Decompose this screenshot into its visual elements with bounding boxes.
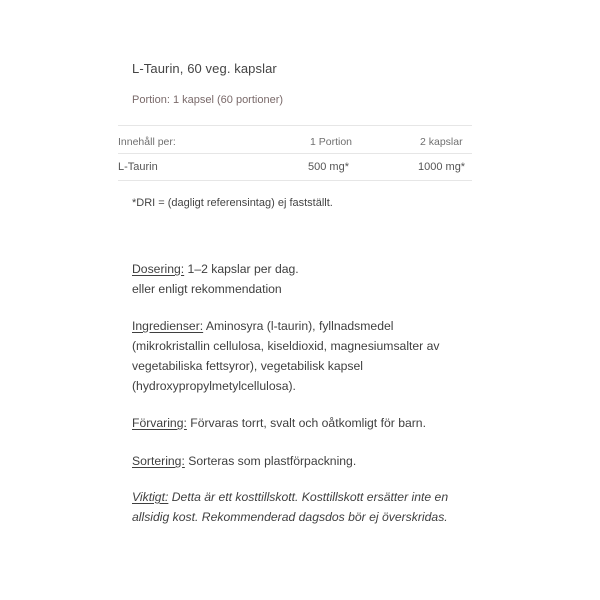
ingredienser-label: Ingredienser: — [132, 319, 204, 333]
portion-info: Portion: 1 kapsel (60 portioner) — [132, 94, 284, 106]
sortering-text: Sorteras som plastförpackning. — [184, 454, 357, 468]
forvaring-label: Förvaring: — [132, 416, 187, 430]
viktigt-text-2: allsidig kost. Rekommenderad dagsdos bör ej överskridas. — [132, 510, 448, 524]
table-row-divider — [118, 153, 472, 154]
viktigt-label: Viktigt: — [132, 490, 169, 504]
row-portion-amount: 500 mg* — [308, 161, 349, 173]
header-one-portion: 1 Portion — [310, 136, 353, 148]
row-two-capsule-amount: 1000 mg* — [418, 161, 466, 173]
header-two-capsules: 2 kapslar — [420, 136, 463, 148]
ingredienser-text-2: (mikrokristallin cellulosa, kiseldioxid, magnesiumsalter av — [132, 339, 440, 353]
header-content-per: Innehåll per: — [118, 136, 176, 148]
sortering-section — [132, 451, 482, 471]
table-top-divider — [118, 125, 472, 126]
viktigt-section — [132, 487, 492, 527]
forvaring-text: Förvaras torrt, svalt och oåtkomligt för barn. — [186, 416, 426, 430]
viktigt-text-1: Detta är ett kosttillskott. Kosttillskott ersätter inte en — [168, 490, 449, 504]
dosering-text: 1–2 kapslar per dag. — [184, 262, 299, 276]
ingredienser-text-1: Aminosyra (l-taurin), fyllnadsmedel — [203, 319, 394, 333]
ingredienser-text-3: vegetabiliska fettsyror), vegetabilisk kapsel — [132, 359, 363, 373]
ingredienser-section — [132, 316, 482, 396]
sortering-label: Sortering: — [132, 454, 185, 468]
forvaring-section — [132, 413, 482, 433]
dosering-text-2: eller enligt rekommendation — [132, 282, 282, 296]
dri-note: *DRI = (dagligt referensintag) ej fastställt. — [132, 197, 333, 209]
ingredienser-text-4: (hydroxypropylmetylcellulosa). — [132, 379, 296, 393]
product-title: L-Taurin, 60 veg. kapslar — [132, 61, 277, 76]
table-bottom-divider — [118, 180, 472, 181]
dosering-label: Dosering: — [132, 262, 185, 276]
row-ingredient: L-Taurin — [118, 161, 158, 173]
dosering-section — [132, 259, 482, 299]
